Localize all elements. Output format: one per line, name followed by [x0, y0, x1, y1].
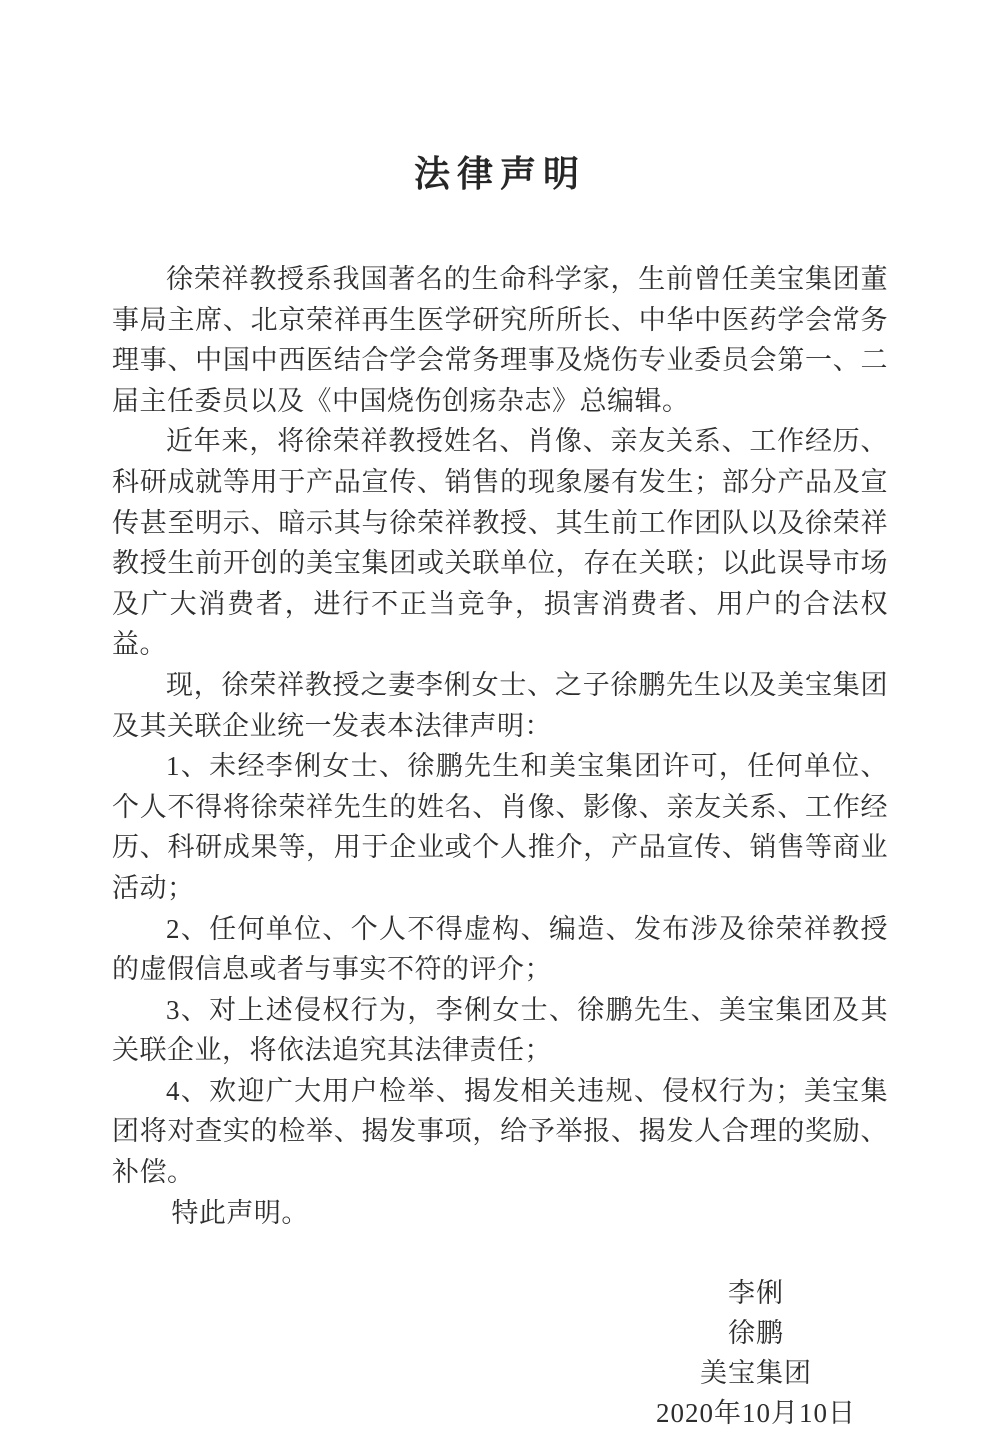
statement-paragraph: 近年来，将徐荣祥教授姓名、肖像、亲友关系、工作经历、科研成就等用于产品宣传、销售的现象屡有发生；部分产品及宣传甚至明示、暗示其与徐荣祥教授、其生前工作团队以及徐荣祥教授生前开创的美宝集团或关联单位，存在关联；以此误导市场及广大消费者，进行不正当竞争，损害消费者、用户的合法权益。: [112, 426, 888, 660]
signature-name: 美宝集团: [700, 1358, 812, 1389]
statement-paragraph: 1、未经李俐女士、徐鹏先生和美宝集团许可，任何单位、个人不得将徐荣祥先生的姓名、肖像、影像、亲友关系、工作经历、科研成果等，用于企业或个人推介，产品宣传、销售等商业活动；: [112, 751, 888, 903]
statement-paragraph: 2、任何单位、个人不得虚构、编造、发布涉及徐荣祥教授的虚假信息或者与事实不符的评介；: [112, 913, 888, 985]
statement-body: [112, 259, 888, 1193]
statement-paragraph: 现，徐荣祥教授之妻李俐女士、之子徐鹏先生以及美宝集团及其关联企业统一发表本法律声明：: [112, 669, 888, 741]
signature-date: 2020年10月10日: [656, 1398, 856, 1429]
statement-paragraph: 3、对上述侵权行为，李俐女士、徐鹏先生、美宝集团及其关联企业，将依法追究其法律责任；: [112, 994, 888, 1066]
signature-name: 李俐: [728, 1278, 784, 1309]
closing-line: 特此声明。: [171, 1197, 309, 1228]
signature-name: 徐鹏: [728, 1318, 784, 1349]
signature-names: [600, 1273, 912, 1393]
signature-block: [600, 1273, 912, 1433]
statement-paragraph: 4、欢迎广大用户检举、揭发相关违规、侵权行为；美宝集团将对查实的检举、揭发事项，给予举报、揭发人合理的奖励、补偿。: [112, 1075, 888, 1188]
page-title: 法律声明: [413, 154, 586, 194]
statement-paragraph: 徐荣祥教授系我国著名的生命科学家，生前曾任美宝集团董事局主席、北京荣祥再生医学研究所所长、中华中医药学会常务理事、中国中西医结合学会常务理事及烧伤专业委员会第一、二届主任委员以及《中国烧伤创疡杂志》总编辑。: [112, 264, 888, 416]
